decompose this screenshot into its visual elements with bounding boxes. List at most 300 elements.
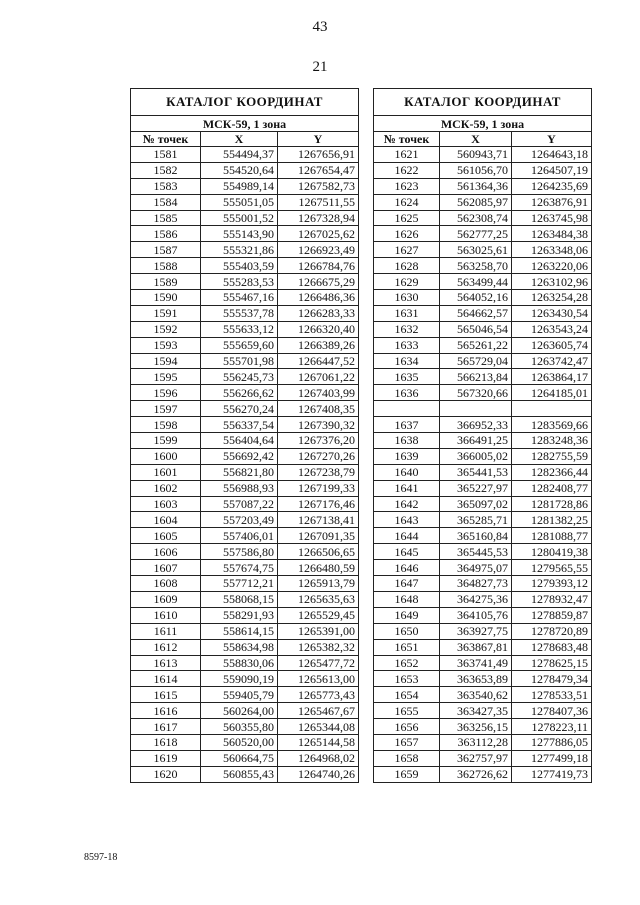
table-row (374, 719, 592, 735)
point-number-cell: 1596 (131, 385, 201, 401)
x-coordinate-cell: 556404,64 (201, 433, 278, 449)
y-coordinate-cell: 1263220,06 (512, 258, 592, 274)
point-number-cell: 1630 (374, 290, 440, 306)
table-row (131, 544, 359, 560)
x-coordinate-cell: 554494,37 (201, 147, 278, 163)
point-number-cell: 1586 (131, 226, 201, 242)
document-code: 8597-18 (84, 852, 118, 863)
y-coordinate-cell: 1281088,77 (512, 528, 592, 544)
point-number-cell: 1642 (374, 496, 440, 512)
y-coordinate-cell: 1263102,96 (512, 274, 592, 290)
y-coordinate-cell: 1266283,33 (278, 305, 359, 321)
point-number-cell: 1656 (374, 719, 440, 735)
table-row (374, 687, 592, 703)
point-number-cell: 1599 (131, 433, 201, 449)
table-row (131, 242, 359, 258)
point-number-cell: 1639 (374, 448, 440, 464)
table-row (131, 512, 359, 528)
point-number-cell: 1620 (131, 766, 201, 782)
point-number-cell: 1632 (374, 321, 440, 337)
point-number-cell: 1614 (131, 671, 201, 687)
table-row (374, 639, 592, 655)
table-row (374, 528, 592, 544)
x-coordinate-cell: 364275,36 (440, 591, 512, 607)
x-coordinate-cell: 363540,62 (440, 687, 512, 703)
page-number-top: 43 (312, 19, 328, 35)
point-number-cell: 1619 (131, 750, 201, 766)
y-coordinate-cell: 1266784,76 (278, 258, 359, 274)
column-header-x: X (201, 132, 278, 147)
point-number-cell: 1590 (131, 290, 201, 306)
y-coordinate-cell: 1264507,19 (512, 162, 592, 178)
table-row (374, 385, 592, 401)
x-coordinate-cell: 563499,44 (440, 274, 512, 290)
x-coordinate-cell: 365227,97 (440, 480, 512, 496)
x-coordinate-cell: 556821,80 (201, 464, 278, 480)
table-row (374, 703, 592, 719)
page-number-second: 21 (312, 59, 328, 75)
table-row (374, 448, 592, 464)
point-number-cell: 1582 (131, 162, 201, 178)
table-row (374, 560, 592, 576)
y-coordinate-cell: 1266480,59 (278, 560, 359, 576)
y-coordinate-cell: 1283248,36 (512, 433, 592, 449)
y-coordinate-cell: 1266389,26 (278, 337, 359, 353)
table-row (131, 433, 359, 449)
table-row (131, 607, 359, 623)
point-number-cell: 1624 (374, 194, 440, 210)
point-number-cell: 1609 (131, 591, 201, 607)
y-coordinate-cell: 1278479,34 (512, 671, 592, 687)
table-row (374, 433, 592, 449)
x-coordinate-cell: 563258,70 (440, 258, 512, 274)
table-row (374, 353, 592, 369)
x-coordinate-cell: 555701,98 (201, 353, 278, 369)
point-number-cell: 1629 (374, 274, 440, 290)
y-coordinate-cell: 1278859,87 (512, 607, 592, 623)
catalog-subtitle: МСК-59, 1 зона (131, 116, 359, 132)
y-coordinate-cell: 1267376,20 (278, 433, 359, 449)
point-number-cell: 1655 (374, 703, 440, 719)
y-coordinate-cell: 1263742,47 (512, 353, 592, 369)
y-coordinate-cell: 1267025,62 (278, 226, 359, 242)
y-coordinate-cell: 1263348,06 (512, 242, 592, 258)
point-number-cell: 1659 (374, 766, 440, 782)
table-row (131, 353, 359, 369)
point-number-cell: 1623 (374, 178, 440, 194)
column-header-point: № точек (131, 132, 201, 147)
table-row (374, 512, 592, 528)
x-coordinate-cell: 555143,90 (201, 226, 278, 242)
y-coordinate-cell: 1267199,33 (278, 480, 359, 496)
x-coordinate-cell: 555001,52 (201, 210, 278, 226)
y-coordinate-cell: 1265529,45 (278, 607, 359, 623)
table-row (131, 703, 359, 719)
x-coordinate-cell: 555051,05 (201, 194, 278, 210)
x-coordinate-cell: 557712,21 (201, 576, 278, 592)
x-coordinate-cell: 560264,00 (201, 703, 278, 719)
x-coordinate-cell: 557406,01 (201, 528, 278, 544)
table-body-left (131, 147, 359, 783)
y-coordinate-cell: 1283569,66 (512, 417, 592, 433)
table-row (374, 750, 592, 766)
table-row (131, 147, 359, 163)
table-row (131, 178, 359, 194)
column-header-y: Y (278, 132, 359, 147)
point-number-cell: 1621 (374, 147, 440, 163)
point-number-cell: 1644 (374, 528, 440, 544)
table-row (131, 401, 359, 417)
x-coordinate-cell: 556988,93 (201, 480, 278, 496)
point-number-cell: 1631 (374, 305, 440, 321)
column-header-y: Y (512, 132, 592, 147)
y-coordinate-cell: 1279393,12 (512, 576, 592, 592)
y-coordinate-cell: 1267176,46 (278, 496, 359, 512)
point-number-cell: 1606 (131, 544, 201, 560)
x-coordinate-cell: 556270,24 (201, 401, 278, 417)
x-coordinate-cell: 363112,28 (440, 734, 512, 750)
point-number-cell: 1587 (131, 242, 201, 258)
x-coordinate-cell: 557087,22 (201, 496, 278, 512)
x-coordinate-cell: 558068,15 (201, 591, 278, 607)
x-coordinate-cell: 365160,84 (440, 528, 512, 544)
x-coordinate-cell: 365445,53 (440, 544, 512, 560)
y-coordinate-cell: 1267328,94 (278, 210, 359, 226)
x-coordinate-cell: 554520,64 (201, 162, 278, 178)
y-coordinate-cell: 1278625,15 (512, 655, 592, 671)
y-coordinate-cell: 1266486,36 (278, 290, 359, 306)
y-coordinate-cell: 1266447,52 (278, 353, 359, 369)
x-coordinate-cell: 365441,53 (440, 464, 512, 480)
x-coordinate-cell: 363741,49 (440, 655, 512, 671)
y-coordinate-cell: 1265913,79 (278, 576, 359, 592)
x-coordinate-cell: 366005,02 (440, 448, 512, 464)
x-coordinate-cell: 558830,06 (201, 655, 278, 671)
table-row (374, 226, 592, 242)
x-coordinate-cell: 560664,75 (201, 750, 278, 766)
table-row (374, 321, 592, 337)
y-coordinate-cell: 1278407,36 (512, 703, 592, 719)
y-coordinate-cell: 1267270,26 (278, 448, 359, 464)
y-coordinate-cell: 1267238,79 (278, 464, 359, 480)
y-coordinate-cell: 1265344,08 (278, 719, 359, 735)
y-coordinate-cell: 1278533,51 (512, 687, 592, 703)
y-coordinate-cell: 1280419,38 (512, 544, 592, 560)
catalog-title: КАТАЛОГ КООРДИНАТ (374, 89, 592, 116)
x-coordinate-cell: 565729,04 (440, 353, 512, 369)
y-coordinate-cell: 1267408,35 (278, 401, 359, 417)
point-number-cell: 1594 (131, 353, 201, 369)
point-number-cell: 1597 (131, 401, 201, 417)
table-row (131, 464, 359, 480)
table-row (131, 766, 359, 782)
point-number-cell: 1610 (131, 607, 201, 623)
y-coordinate-cell: 1265773,43 (278, 687, 359, 703)
y-coordinate-cell: 1263876,91 (512, 194, 592, 210)
point-number-cell: 1607 (131, 560, 201, 576)
point-number-cell: 1601 (131, 464, 201, 480)
x-coordinate-cell: 565046,54 (440, 321, 512, 337)
point-number-cell: 1616 (131, 703, 201, 719)
y-coordinate-cell: 1267654,47 (278, 162, 359, 178)
table-row (374, 544, 592, 560)
point-number-cell: 1603 (131, 496, 201, 512)
point-number-cell: 1654 (374, 687, 440, 703)
x-coordinate-cell: 559090,19 (201, 671, 278, 687)
x-coordinate-cell: 562777,25 (440, 226, 512, 242)
x-coordinate-cell: 365285,71 (440, 512, 512, 528)
y-coordinate-cell: 1267138,41 (278, 512, 359, 528)
x-coordinate-cell: 556245,73 (201, 369, 278, 385)
x-coordinate-cell: 366491,25 (440, 433, 512, 449)
point-number-cell: 1611 (131, 623, 201, 639)
point-number-cell: 1583 (131, 178, 201, 194)
table-row (131, 194, 359, 210)
table-row (374, 337, 592, 353)
table-row (131, 162, 359, 178)
x-coordinate-cell: 556692,42 (201, 448, 278, 464)
y-coordinate-cell: 1278720,89 (512, 623, 592, 639)
table-row (374, 576, 592, 592)
x-coordinate-cell: 560943,71 (440, 147, 512, 163)
x-coordinate-cell: 363427,35 (440, 703, 512, 719)
table-row (374, 417, 592, 433)
x-coordinate-cell: 561056,70 (440, 162, 512, 178)
x-coordinate-cell: 567320,66 (440, 385, 512, 401)
y-coordinate-cell: 1277419,73 (512, 766, 592, 782)
table-row (131, 448, 359, 464)
coordinates-table-right (373, 88, 592, 783)
point-number-cell: 1649 (374, 607, 440, 623)
point-number-cell: 1640 (374, 464, 440, 480)
table-row (374, 147, 592, 163)
y-coordinate-cell: 1267582,73 (278, 178, 359, 194)
point-number-cell: 1585 (131, 210, 201, 226)
point-number-cell: 1633 (374, 337, 440, 353)
point-number-cell: 1584 (131, 194, 201, 210)
point-number-cell: 1615 (131, 687, 201, 703)
table-row (374, 401, 592, 417)
table-row (374, 369, 592, 385)
x-coordinate-cell: 558291,93 (201, 607, 278, 623)
table-row (374, 178, 592, 194)
x-coordinate-cell (440, 401, 512, 417)
y-coordinate-cell: 1263864,17 (512, 369, 592, 385)
x-coordinate-cell: 555283,53 (201, 274, 278, 290)
y-coordinate-cell: 1265635,63 (278, 591, 359, 607)
point-number-cell: 1647 (374, 576, 440, 592)
table-row (374, 496, 592, 512)
table-row (131, 655, 359, 671)
y-coordinate-cell: 1263254,28 (512, 290, 592, 306)
point-number-cell: 1625 (374, 210, 440, 226)
x-coordinate-cell: 556337,54 (201, 417, 278, 433)
table-row (374, 162, 592, 178)
y-coordinate-cell: 1281728,86 (512, 496, 592, 512)
point-number-cell: 1598 (131, 417, 201, 433)
y-coordinate-cell: 1265382,32 (278, 639, 359, 655)
y-coordinate-cell: 1282755,59 (512, 448, 592, 464)
point-number-cell: 1612 (131, 639, 201, 655)
point-number-cell: 1637 (374, 417, 440, 433)
table-row (131, 290, 359, 306)
x-coordinate-cell: 563025,61 (440, 242, 512, 258)
point-number-cell: 1652 (374, 655, 440, 671)
y-coordinate-cell: 1277886,05 (512, 734, 592, 750)
point-number-cell: 1638 (374, 433, 440, 449)
x-coordinate-cell: 562085,97 (440, 194, 512, 210)
y-coordinate-cell: 1278683,48 (512, 639, 592, 655)
point-number-cell: 1648 (374, 591, 440, 607)
y-coordinate-cell: 1264235,69 (512, 178, 592, 194)
y-coordinate-cell: 1267061,22 (278, 369, 359, 385)
y-coordinate-cell: 1264968,02 (278, 750, 359, 766)
table-row (131, 337, 359, 353)
table-row (131, 305, 359, 321)
point-number-cell (374, 401, 440, 417)
point-number-cell: 1651 (374, 639, 440, 655)
y-coordinate-cell: 1263605,74 (512, 337, 592, 353)
table-row (131, 528, 359, 544)
column-header-x: X (440, 132, 512, 147)
y-coordinate-cell: 1265467,67 (278, 703, 359, 719)
x-coordinate-cell: 560520,00 (201, 734, 278, 750)
x-coordinate-cell: 366952,33 (440, 417, 512, 433)
point-number-cell: 1626 (374, 226, 440, 242)
x-coordinate-cell: 364105,76 (440, 607, 512, 623)
y-coordinate-cell: 1264185,01 (512, 385, 592, 401)
x-coordinate-cell: 558614,15 (201, 623, 278, 639)
point-number-cell: 1592 (131, 321, 201, 337)
x-coordinate-cell: 556266,62 (201, 385, 278, 401)
point-number-cell: 1604 (131, 512, 201, 528)
y-coordinate-cell: 1282366,44 (512, 464, 592, 480)
table-row (131, 321, 359, 337)
point-number-cell: 1627 (374, 242, 440, 258)
y-coordinate-cell: 1278932,47 (512, 591, 592, 607)
y-coordinate-cell: 1278223,11 (512, 719, 592, 735)
x-coordinate-cell: 566213,84 (440, 369, 512, 385)
point-number-cell: 1650 (374, 623, 440, 639)
point-number-cell: 1643 (374, 512, 440, 528)
table-row (374, 766, 592, 782)
x-coordinate-cell: 565261,22 (440, 337, 512, 353)
point-number-cell: 1608 (131, 576, 201, 592)
table-row (131, 671, 359, 687)
table-row (374, 480, 592, 496)
point-number-cell: 1658 (374, 750, 440, 766)
x-coordinate-cell: 363256,15 (440, 719, 512, 735)
table-row (374, 623, 592, 639)
point-number-cell: 1645 (374, 544, 440, 560)
x-coordinate-cell: 364975,07 (440, 560, 512, 576)
y-coordinate-cell: 1266675,29 (278, 274, 359, 290)
x-coordinate-cell: 555321,86 (201, 242, 278, 258)
point-number-cell: 1653 (374, 671, 440, 687)
x-coordinate-cell: 554989,14 (201, 178, 278, 194)
table-row (131, 734, 359, 750)
y-coordinate-cell: 1267511,55 (278, 194, 359, 210)
y-coordinate-cell: 1265613,00 (278, 671, 359, 687)
table-row (131, 623, 359, 639)
y-coordinate-cell (512, 401, 592, 417)
x-coordinate-cell: 555633,12 (201, 321, 278, 337)
x-coordinate-cell: 564052,16 (440, 290, 512, 306)
x-coordinate-cell: 560355,80 (201, 719, 278, 735)
table-row (374, 194, 592, 210)
x-coordinate-cell: 557203,49 (201, 512, 278, 528)
point-number-cell: 1628 (374, 258, 440, 274)
point-number-cell: 1591 (131, 305, 201, 321)
x-coordinate-cell: 559405,79 (201, 687, 278, 703)
table-row (131, 480, 359, 496)
y-coordinate-cell: 1281382,25 (512, 512, 592, 528)
table-row (374, 242, 592, 258)
table-row (374, 655, 592, 671)
point-number-cell: 1617 (131, 719, 201, 735)
table-row (131, 226, 359, 242)
table-row (374, 305, 592, 321)
table-row (131, 210, 359, 226)
table-row (131, 258, 359, 274)
point-number-cell: 1646 (374, 560, 440, 576)
table-row (131, 591, 359, 607)
point-number-cell: 1595 (131, 369, 201, 385)
catalog-title: КАТАЛОГ КООРДИНАТ (131, 89, 359, 116)
table-row (374, 734, 592, 750)
table-row (131, 576, 359, 592)
x-coordinate-cell: 557674,75 (201, 560, 278, 576)
point-number-cell: 1657 (374, 734, 440, 750)
y-coordinate-cell: 1266506,65 (278, 544, 359, 560)
y-coordinate-cell: 1263543,24 (512, 321, 592, 337)
point-number-cell: 1618 (131, 734, 201, 750)
x-coordinate-cell: 555467,16 (201, 290, 278, 306)
point-number-cell: 1613 (131, 655, 201, 671)
x-coordinate-cell: 363653,89 (440, 671, 512, 687)
table-row (131, 639, 359, 655)
y-coordinate-cell: 1264740,26 (278, 766, 359, 782)
point-number-cell: 1641 (374, 480, 440, 496)
y-coordinate-cell: 1267656,91 (278, 147, 359, 163)
table-row (131, 750, 359, 766)
x-coordinate-cell: 555403,59 (201, 258, 278, 274)
table-row (374, 464, 592, 480)
x-coordinate-cell: 561364,36 (440, 178, 512, 194)
x-coordinate-cell: 555659,60 (201, 337, 278, 353)
table-row (374, 607, 592, 623)
table-row (374, 274, 592, 290)
table-body-right (374, 147, 592, 783)
x-coordinate-cell: 364827,73 (440, 576, 512, 592)
y-coordinate-cell: 1263430,54 (512, 305, 592, 321)
x-coordinate-cell: 560855,43 (201, 766, 278, 782)
catalog-subtitle: МСК-59, 1 зона (374, 116, 592, 132)
table-row (131, 496, 359, 512)
point-number-cell: 1635 (374, 369, 440, 385)
x-coordinate-cell: 362757,97 (440, 750, 512, 766)
y-coordinate-cell: 1263484,38 (512, 226, 592, 242)
y-coordinate-cell: 1264643,18 (512, 147, 592, 163)
y-coordinate-cell: 1265477,72 (278, 655, 359, 671)
x-coordinate-cell: 365097,02 (440, 496, 512, 512)
y-coordinate-cell: 1267091,35 (278, 528, 359, 544)
y-coordinate-cell: 1267403,99 (278, 385, 359, 401)
point-number-cell: 1605 (131, 528, 201, 544)
x-coordinate-cell: 557586,80 (201, 544, 278, 560)
table-row (374, 210, 592, 226)
table-row (131, 417, 359, 433)
